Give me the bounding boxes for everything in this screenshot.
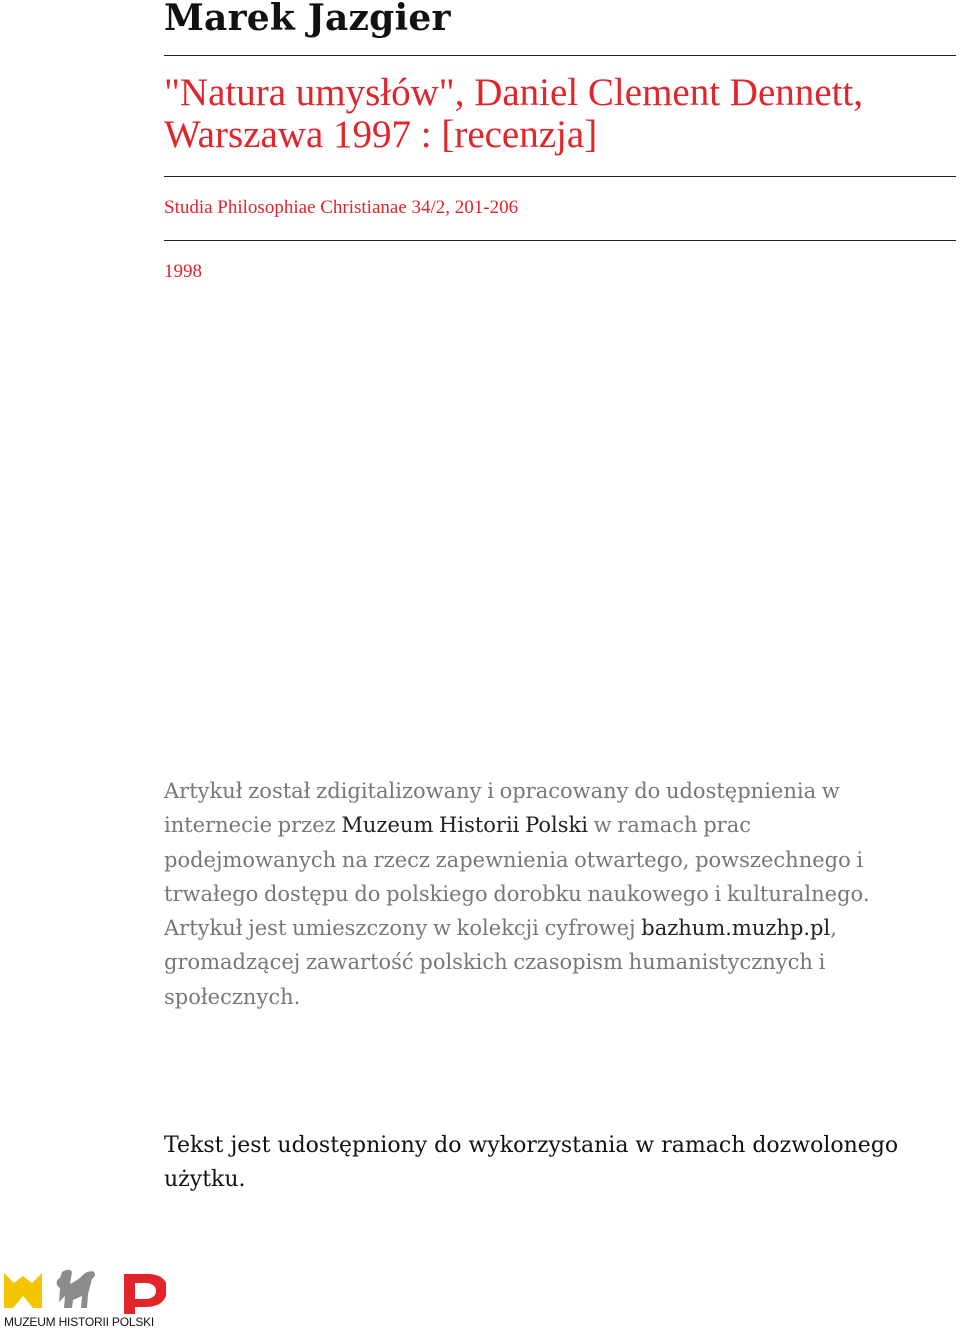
divider-top [164,55,956,56]
journal-citation: Studia Philosophiae Christianae 34/2, 201-206 [164,197,519,218]
divider-middle [164,176,956,177]
digitization-notice [164,774,924,1014]
notice-text-1: Artykuł został zdigitalizowany i opracowany do udostępnienia w internecie przez [164,779,840,838]
logo-red-p [124,1274,166,1314]
museum-name: Muzeum Historii Polski [341,813,588,838]
museum-logo-mark [4,1266,166,1314]
license-statement: Tekst jest udostępniony do wykorzystania w ramach dozwolonego użytku. [164,1133,899,1192]
museum-logo [4,1266,166,1330]
notice-text-3: , gromadzącej zawartość polskich czasopism humanistycznych i społecznych. [164,916,837,1009]
article-title: "Natura umysłów", Daniel Clement Dennett, Warszawa 1997 : [recenzja] [164,71,864,156]
collection-link[interactable]: bazhum.muzhp.pl [641,916,831,941]
logo-caption: MUZEUM HISTORII POLSKI [4,1315,155,1329]
logo-gray-eagle-h [57,1270,95,1308]
author-name: Marek Jazgier [164,0,451,39]
publication-year: 1998 [164,261,202,282]
notice-text-2: w ramach prac podejmowanych na rzecz zapewnienia otwartego, powszechnego i trwałego dostępu do polskiego dorobku naukowego i kulturalnego. Artykuł jest umieszczony w kolekcji cyfrowej [164,813,870,941]
divider-bottom [164,240,956,241]
